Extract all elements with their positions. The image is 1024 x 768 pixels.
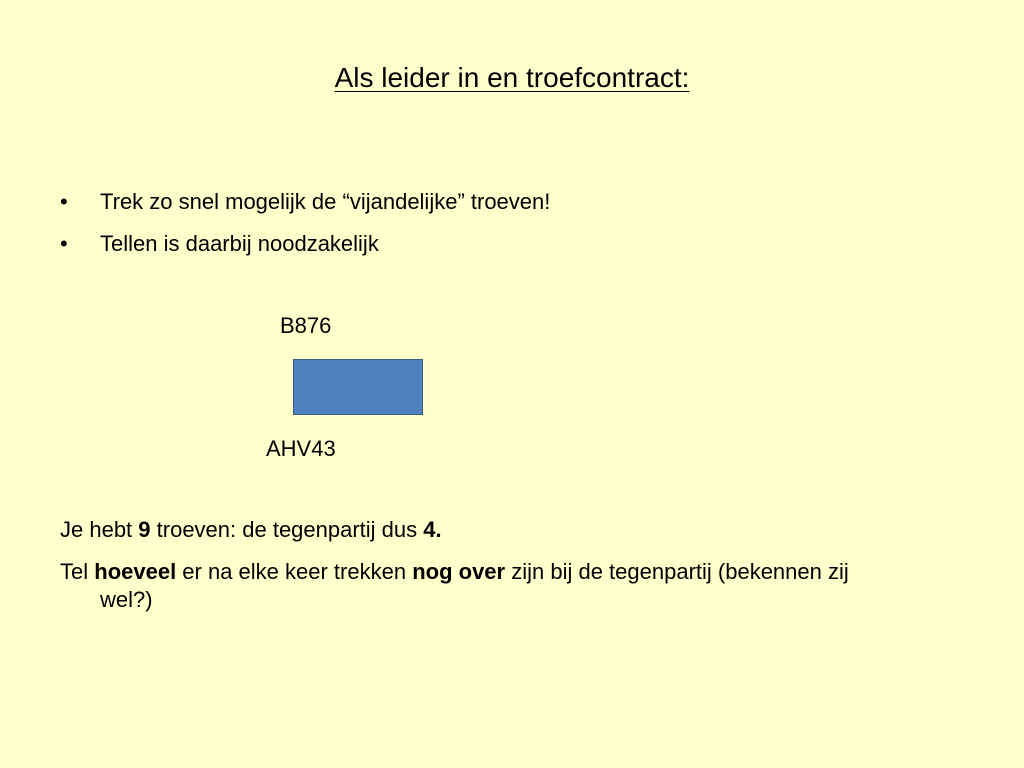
bullet-dot-icon: •: [60, 189, 68, 214]
para2-bold-hoeveel: hoeveel: [94, 559, 177, 584]
north-cards-label: B876: [280, 313, 332, 338]
para1-bold-opponent-count: 4.: [423, 517, 442, 542]
bullet-dot-icon: •: [60, 231, 68, 256]
bullet-list: [60, 186, 550, 270]
bullet-text: Trek zo snel mogelijk de “vijandelijke” troeven!: [100, 189, 551, 214]
bullet-item: [60, 228, 550, 260]
para2-bold-nog-over: nog over: [412, 559, 506, 584]
para2-text-a: Tel: [60, 559, 95, 584]
trump-count-paragraph: [60, 516, 860, 544]
card-table-box: [293, 359, 423, 415]
bullet-text: Tellen is daarbij noodzakelijk: [100, 231, 379, 256]
bullet-item: [60, 186, 550, 218]
para2-text-b: er na elke keer trekken: [176, 559, 413, 584]
para2-text-c: zijn bij de tegenpartij (bekennen zij wel?): [100, 559, 849, 612]
para1-text-b: troeven: de tegenpartij dus: [150, 517, 424, 542]
para1-text-a: Je hebt: [60, 517, 139, 542]
para1-bold-count: 9: [138, 517, 151, 542]
count-advice-paragraph: [60, 558, 900, 614]
slide-title: Als leider in en troefcontract:: [334, 62, 690, 93]
south-cards-label: AHV43: [266, 436, 336, 461]
